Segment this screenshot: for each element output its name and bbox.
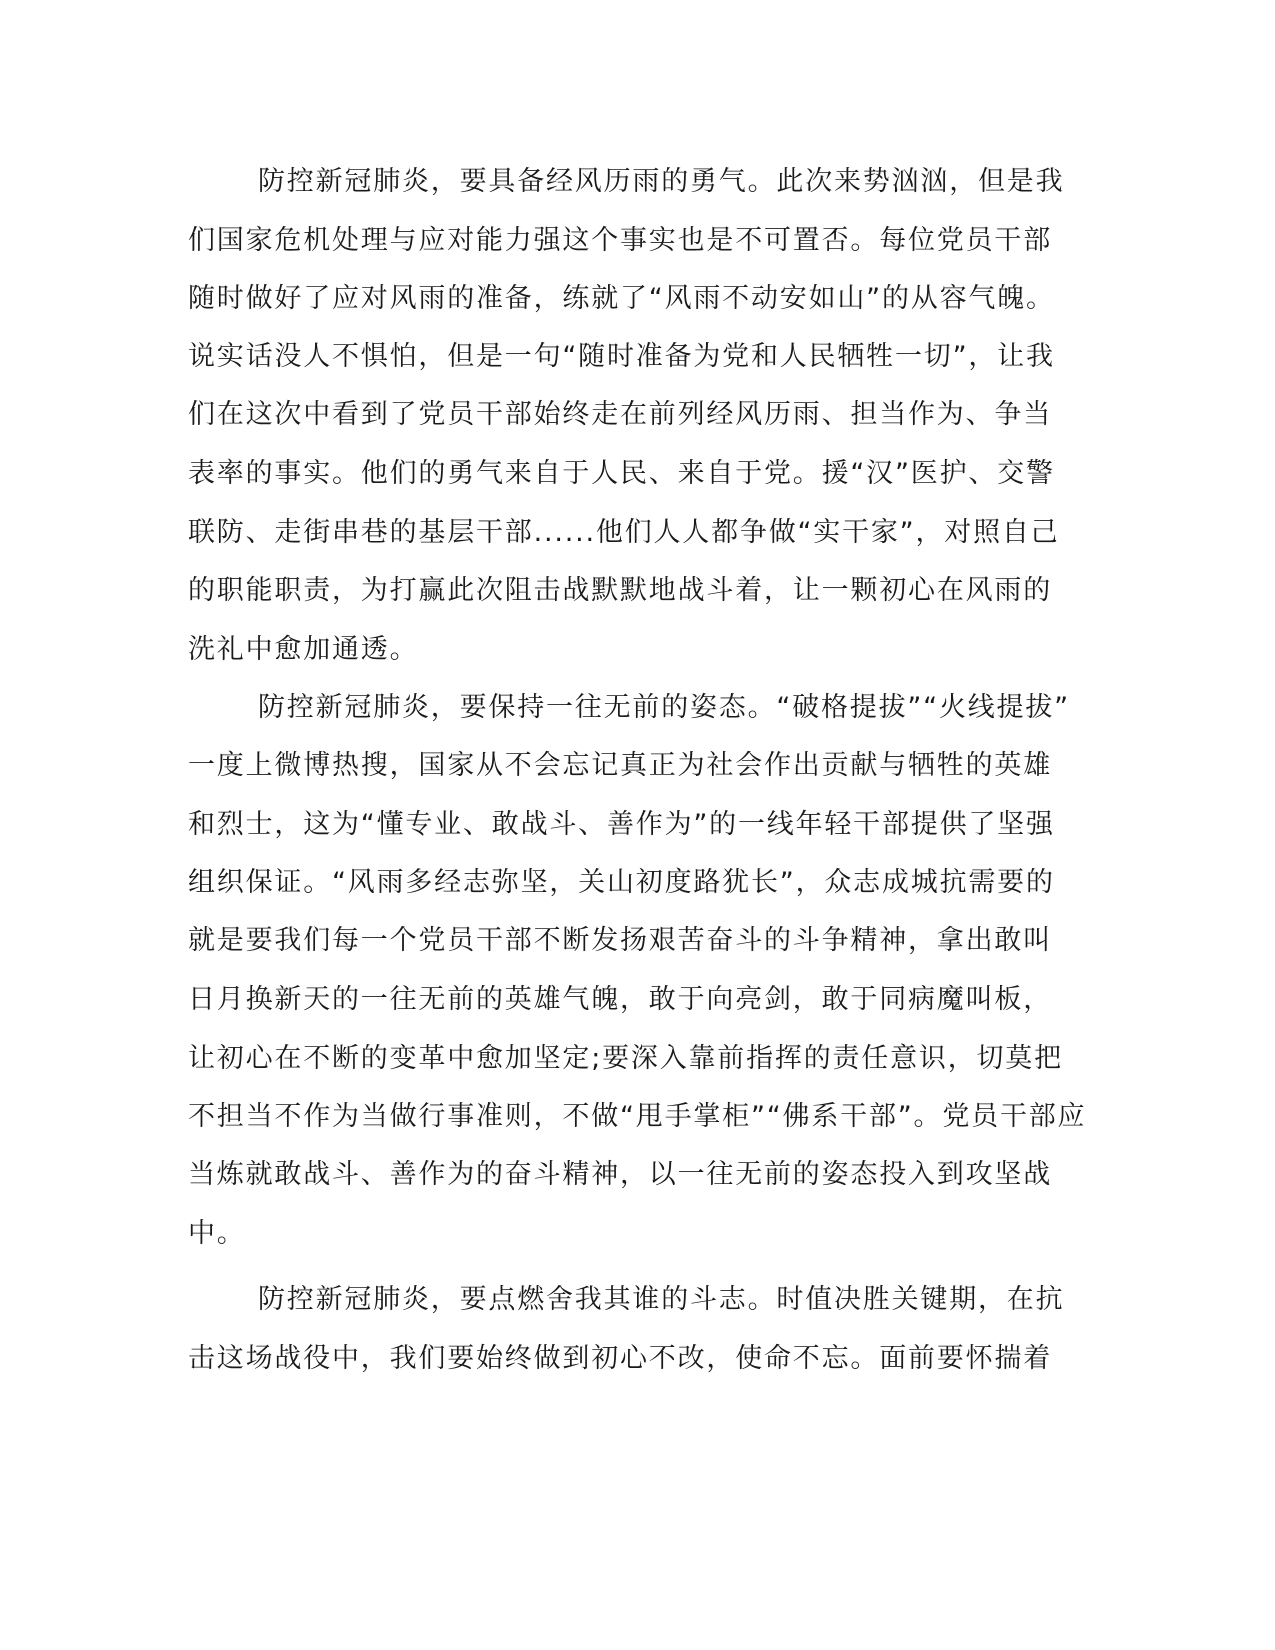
paragraph-1-line-4: 说实话没人不惧怕，但是一句“随时准备为党和人民牺牲一切”，让我	[188, 341, 1055, 372]
paragraph-3-line-2: 击这场战役中，我们要始终做到初心不改，使命不忘。面前要怀揣着	[188, 1343, 1052, 1374]
paragraph-1-line-1: 防控新冠肺炎，要具备经风历雨的勇气。此次来势汹汹，但是我	[258, 166, 1065, 197]
paragraph-2-line-5: 就是要我们每一个党员干部不断发扬艰苦奋斗的斗争精神，拿出敢叫	[188, 925, 1052, 956]
paragraph-2-line-8: 不担当不作为当做行事准则，不做“甩手掌柜”“佛系干部”。党员干部应	[188, 1101, 1087, 1132]
paragraph-2-line-4: 组织保证。“风雨多经志弥坚，关山初度路犹长”，众志成城抗需要的	[188, 867, 1055, 898]
paragraph-2-line-3: 和烈士，这为“懂专业、敢战斗、善作为”的一线年轻干部提供了坚强	[188, 809, 1055, 840]
paragraph-1-line-5: 们在这次中看到了党员干部始终走在前列经风历雨、担当作为、争当	[188, 399, 1052, 430]
paragraph-1-line-3: 随时做好了应对风雨的准备，练就了“风雨不动安如山”的从容气魄。	[188, 283, 1055, 314]
paragraph-1-line-7: 联防、走街串巷的基层干部......他们人人都争做“实干家”，对照自己	[188, 517, 1060, 548]
paragraph-3-line-1: 防控新冠肺炎，要点燃舍我其谁的斗志。时值决胜关键期，在抗	[258, 1284, 1065, 1315]
paragraph-1-line-8: 的职能职责，为打赢此次阻击战默默地战斗着，让一颗初心在风雨的	[188, 575, 1052, 606]
paragraph-2-line-7: 让初心在不断的变革中愈加坚定;要深入靠前指挥的责任意识，切莫把	[188, 1043, 1063, 1074]
paragraph-1-line-9: 洗礼中愈加通透。	[188, 634, 419, 665]
paragraph-1-line-6: 表率的事实。他们的勇气来自于人民、来自于党。援“汉”医护、交警	[188, 458, 1055, 489]
paragraph-2-line-1: 防控新冠肺炎，要保持一往无前的姿态。“破格提拔”“火线提拔”	[258, 692, 1070, 723]
paragraph-2-line-6: 日月换新天的一往无前的英雄气魄，敢于向亮剑，敢于同病魔叫板，	[188, 984, 1052, 1015]
paragraph-2-line-10: 中。	[188, 1218, 246, 1249]
paragraph-1-line-2: 们国家危机处理与应对能力强这个事实也是不可置否。每位党员干部	[188, 225, 1052, 256]
paragraph-2-line-9: 当炼就敢战斗、善作为的奋斗精神，以一往无前的姿态投入到攻坚战	[188, 1159, 1052, 1190]
paragraph-2-line-2: 一度上微博热搜，国家从不会忘记真正为社会作出贡献与牺牲的英雄	[188, 750, 1052, 781]
